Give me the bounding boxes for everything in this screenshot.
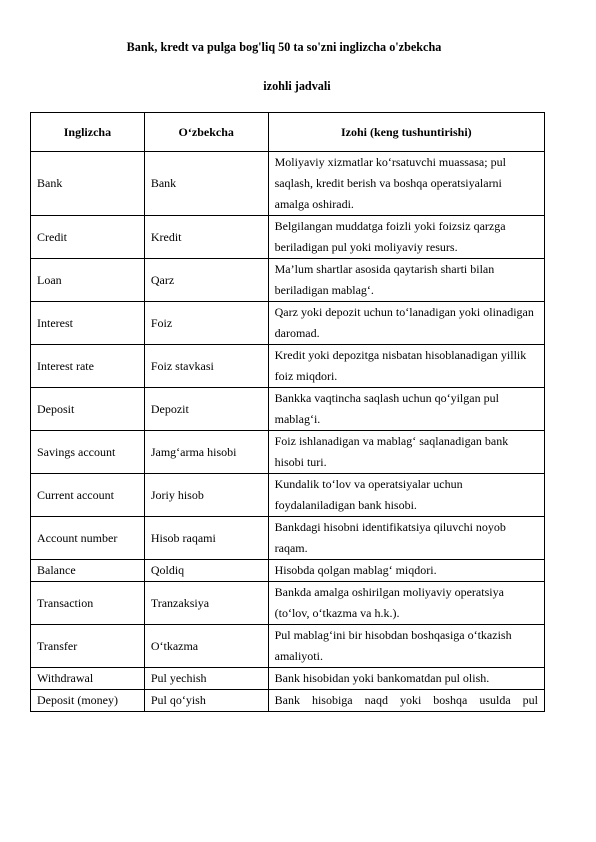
term-english: Savings account [31, 431, 145, 474]
term-description: Pul mablag‘ini bir hisobdan boshqasiga o‘tkazish amaliyoti. [268, 625, 544, 668]
term-description: Belgilangan muddatga foizli yoki foizsiz qarzga beriladigan pul yoki moliyaviy resurs. [268, 216, 544, 259]
term-uzbek: Jamg‘arma hisobi [144, 431, 268, 474]
table-row [31, 474, 545, 517]
table-row [31, 582, 545, 625]
term-description: Bankda amalga oshirilgan moliyaviy operatsiya (to‘lov, o‘tkazma va h.k.). [268, 582, 544, 625]
term-description: Hisobda qolgan mablag‘ miqdori. [268, 560, 544, 582]
table-body [31, 152, 545, 712]
term-english: Deposit (money) [31, 690, 145, 712]
term-uzbek: Hisob raqami [144, 517, 268, 560]
table-header-row [31, 113, 545, 152]
term-uzbek: Pul qo‘yish [144, 690, 268, 712]
term-uzbek: Tranzaksiya [144, 582, 268, 625]
header-english: Inglizcha [31, 113, 145, 152]
term-uzbek: Kredit [144, 216, 268, 259]
term-uzbek: Foiz [144, 302, 268, 345]
table-row [31, 668, 545, 690]
term-uzbek: Qoldiq [144, 560, 268, 582]
table-row [31, 259, 545, 302]
term-english: Deposit [31, 388, 145, 431]
table-row [31, 345, 545, 388]
term-uzbek: Joriy hisob [144, 474, 268, 517]
term-description: Ma’lum shartlar asosida qaytarish sharti bilan beriladigan mablag‘. [268, 259, 544, 302]
term-english: Transfer [31, 625, 145, 668]
term-english: Withdrawal [31, 668, 145, 690]
term-uzbek: Pul yechish [144, 668, 268, 690]
document-title: Bank, kredt va pulga bog'liq 50 ta so'zni inglizcha o'zbekcha [126, 40, 442, 54]
term-description: Kredit yoki depozitga nisbatan hisoblanadigan yillik foiz miqdori. [268, 345, 544, 388]
term-description: Moliyaviy xizmatlar ko‘rsatuvchi muassasa; pul saqlash, kredit berish va boshqa operatsiyalarni amalga oshiradi. [268, 152, 544, 216]
term-english: Interest [31, 302, 145, 345]
document-subtitle: izohli jadvali [263, 79, 331, 93]
term-uzbek: Depozit [144, 388, 268, 431]
table-row [31, 517, 545, 560]
term-english: Interest rate [31, 345, 145, 388]
term-english: Balance [31, 560, 145, 582]
term-english: Bank [31, 152, 145, 216]
term-description: Foiz ishlanadigan va mablag‘ saqlanadigan bank hisobi turi. [268, 431, 544, 474]
term-description: Bankka vaqtincha saqlash uchun qo‘yilgan pul mablag‘i. [268, 388, 544, 431]
term-english: Current account [31, 474, 145, 517]
term-description: Bank hisobiga naqd yoki boshqa usulda pul [268, 690, 544, 712]
vocabulary-table [30, 112, 545, 712]
table-row [31, 152, 545, 216]
term-english: Loan [31, 259, 145, 302]
table-row [31, 302, 545, 345]
table-row [31, 690, 545, 712]
term-english: Account number [31, 517, 145, 560]
term-english: Credit [31, 216, 145, 259]
term-description: Bank hisobidan yoki bankomatdan pul olish. [268, 668, 544, 690]
table-row [31, 560, 545, 582]
header-description: Izohi (keng tushuntirishi) [268, 113, 544, 152]
table-row [31, 625, 545, 668]
term-description: Bankdagi hisobni identifikatsiya qiluvchi noyob raqam. [268, 517, 544, 560]
term-description: Qarz yoki depozit uchun to‘lanadigan yoki olinadigan daromad. [268, 302, 544, 345]
table-row [31, 431, 545, 474]
table-row [31, 216, 545, 259]
table-row [31, 388, 545, 431]
term-uzbek: Bank [144, 152, 268, 216]
term-english: Transaction [31, 582, 145, 625]
term-uzbek: O‘tkazma [144, 625, 268, 668]
term-uzbek: Qarz [144, 259, 268, 302]
term-uzbek: Foiz stavkasi [144, 345, 268, 388]
term-description: Kundalik to‘lov va operatsiyalar uchun foydalaniladigan bank hisobi. [268, 474, 544, 517]
header-uzbek: O‘zbekcha [144, 113, 268, 152]
